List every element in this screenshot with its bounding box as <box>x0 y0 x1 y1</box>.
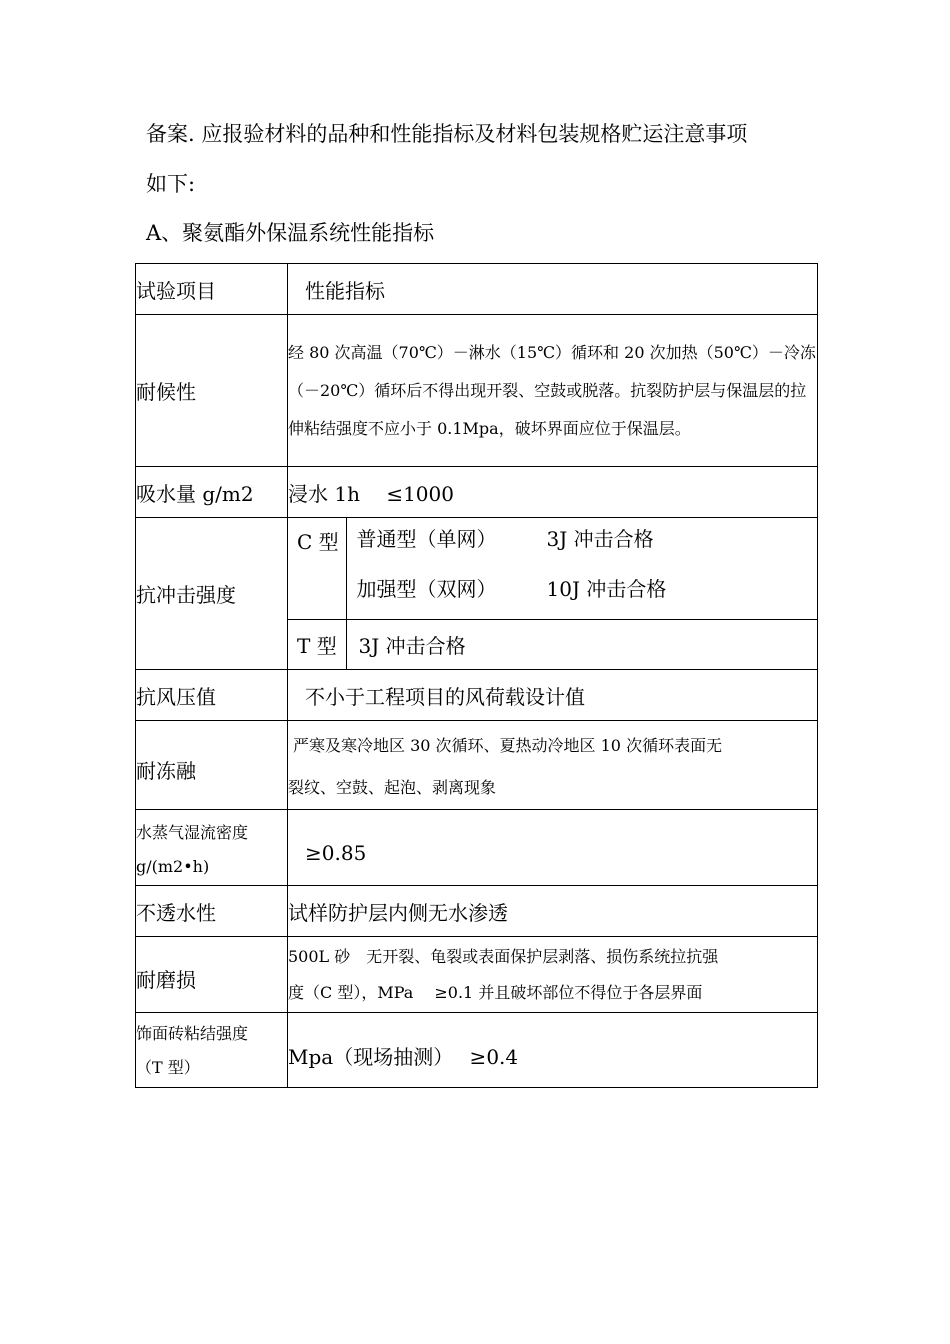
row-value-abrasion-2: 度（C 型），MPa ≥0.1 并且破坏部位不得位于各层界面 <box>288 982 703 1002</box>
row-label-vapor-2: g/(m2•h) <box>136 857 210 876</box>
row-value-wind-pressure: 不小于工程项目的风荷载设计值 <box>305 684 585 709</box>
impact-normal-value: 3J 冲击合格 <box>546 527 654 551</box>
row-value-tile-bond: Mpa（现场抽测） ≥0.4 <box>288 1013 818 1088</box>
table-row <box>136 670 818 721</box>
row-value-vapor: ≥0.85 <box>305 840 367 865</box>
row-value-weathering: 经 80 次高温（70℃）－淋水（15℃）循环和 20 次加热（50℃）－冷冻（－20℃）循环后不得出现开裂、空鼓或脱落。抗裂防护层与保温层的拉伸粘结强度不应小于 0.1Mpa，破坏界面应位于保温层。 <box>288 315 818 467</box>
row-value-impermeability: 试样防护层内侧无水渗透 <box>288 886 818 937</box>
table-row <box>136 315 818 467</box>
row-label-freeze-thaw: 耐冻融 <box>136 721 288 810</box>
impact-t-value: 3J 冲击合格 <box>346 619 817 669</box>
row-value-freeze-thaw-1: 严寒及寒冷地区 30 次循环、夏热动冷地区 10 次循环表面无 <box>293 736 723 755</box>
impact-reinforced-type: 加强型（双网） <box>356 577 497 601</box>
row-label-tile-bond-1: 饰面砖粘结强度 <box>136 1024 249 1043</box>
performance-table <box>135 263 818 1088</box>
table-row <box>136 467 818 518</box>
intro-line-1: 备案. 应报验材料的品种和性能指标及材料包装规格贮运注意事项 <box>146 122 748 146</box>
row-label-impermeability: 不透水性 <box>136 886 288 937</box>
row-label-weathering: 耐候性 <box>136 315 288 467</box>
impact-normal-type: 普通型（单网） <box>356 527 497 551</box>
row-label-tile-bond-2: （T 型） <box>136 1058 200 1077</box>
impact-t-type: T 型 <box>288 619 346 669</box>
row-label-water-absorption: 吸水量 g/m2 <box>136 467 288 518</box>
row-value-abrasion-1: 500L 砂 无开裂、龟裂或表面保护层剥落、损伤系统拉抗强 <box>288 946 719 966</box>
row-label-wind-pressure: 抗风压值 <box>136 670 288 721</box>
table-row <box>136 721 818 810</box>
header-performance: 性能指标 <box>305 278 385 303</box>
impact-subtable <box>288 518 817 669</box>
table-row <box>136 937 818 1013</box>
row-label-impact: 抗冲击强度 <box>136 518 288 670</box>
impact-reinforced-value: 10J 冲击合格 <box>546 577 667 601</box>
table-row <box>136 886 818 937</box>
row-value-water-absorption: 浸水 1h ≤1000 <box>288 467 818 518</box>
row-label-vapor-1: 水蒸气湿流密度 <box>136 823 249 842</box>
intro-line-2: 如下: <box>146 172 196 196</box>
row-label-abrasion: 耐磨损 <box>136 937 288 1013</box>
row-value-freeze-thaw-2: 裂纹、空鼓、起泡、剥离现象 <box>288 778 497 797</box>
table-row <box>136 1013 818 1088</box>
header-test-item: 试验项目 <box>136 264 288 315</box>
table-header-row <box>136 264 818 315</box>
table-row <box>136 518 818 670</box>
table-row <box>136 810 818 886</box>
section-heading: A、聚氨酯外保温系统性能指标 <box>146 221 435 245</box>
impact-c-type: C 型 <box>288 518 346 619</box>
